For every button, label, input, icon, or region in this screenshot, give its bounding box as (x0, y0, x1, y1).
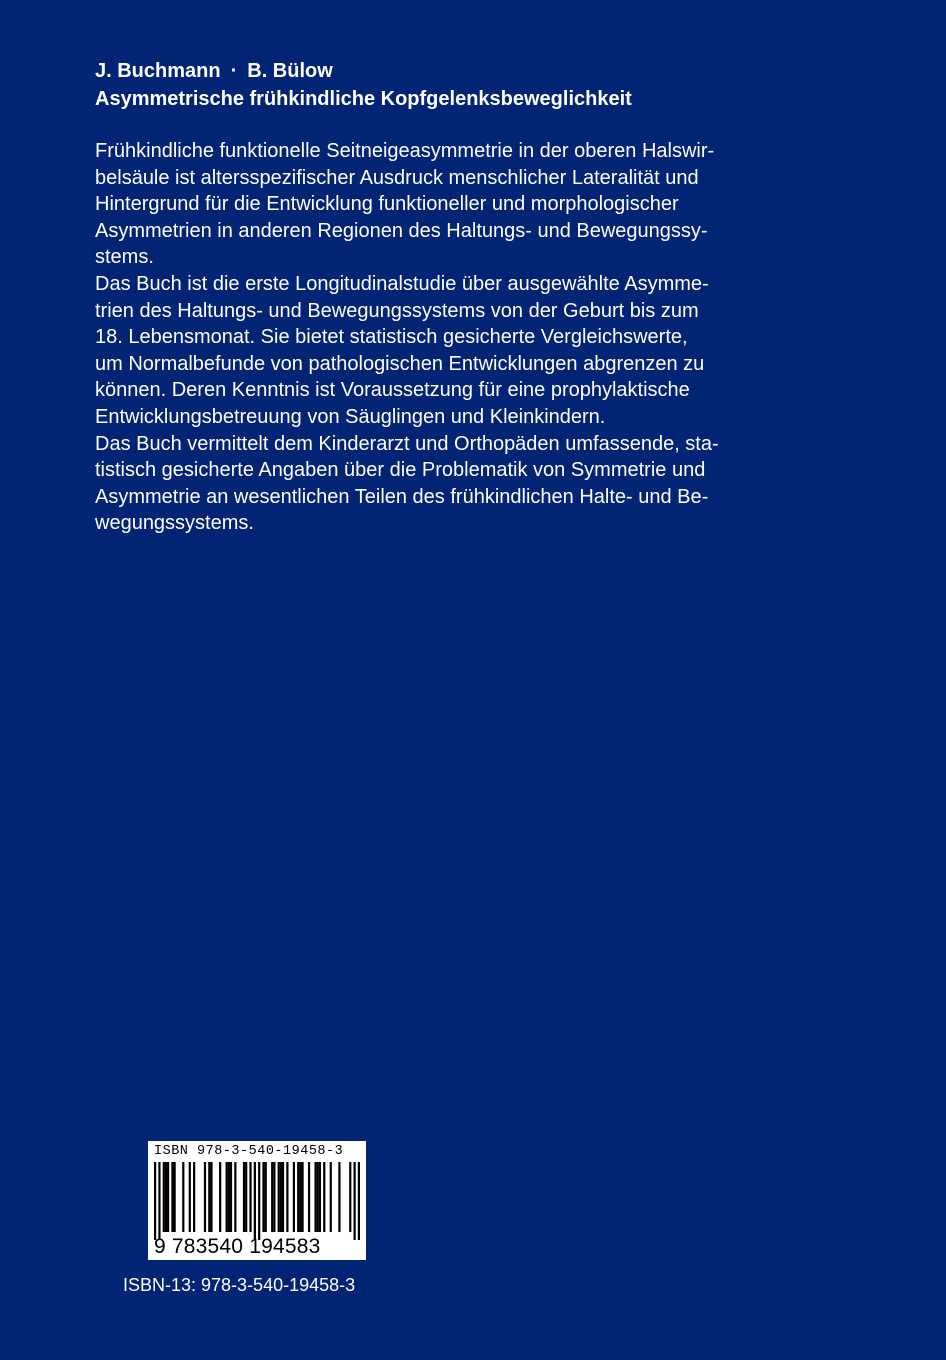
blurb-line: tistisch gesicherte Angaben über die Problematik von Symmetrie und (95, 459, 706, 482)
barcode-bar (323, 1162, 325, 1232)
isbn-13: ISBN-13: 978-3-540-19458-3 (123, 1275, 356, 1295)
barcode-bar (182, 1162, 184, 1232)
barcode-bar (154, 1162, 156, 1240)
barcode-bar (338, 1162, 340, 1232)
blurb-line: Asymmetrie an wesentlichen Teilen des frühkindlichen Halte- und Be- (95, 485, 709, 508)
barcode-bar (271, 1162, 273, 1232)
barcode-bar (234, 1162, 236, 1232)
blurb-line: Frühkindliche funktionelle Seitneigeasymmetrie in der oberen Halswir- (95, 140, 715, 162)
blurb-paragraph (95, 271, 775, 431)
barcode-bar (245, 1162, 247, 1232)
blurb-line: Asymmetrien in anderen Regionen des Haltungs- und Bewegungssy- (95, 219, 708, 242)
barcode-bar (319, 1162, 321, 1232)
blurb-line: Das Buch ist die erste Longitudinalstudie über ausgewählte Asymme- (95, 272, 709, 295)
barcode-bar (163, 1162, 165, 1232)
blurb-line: um Normalbefunde von pathologischen Entwicklungen abgrenzen zu (95, 352, 705, 375)
barcode-bar (282, 1162, 284, 1232)
barcode-bar (165, 1162, 167, 1232)
barcode-bar (158, 1162, 160, 1240)
barcode-bar (243, 1162, 245, 1232)
barcode-bar (258, 1162, 260, 1240)
barcode-bar (219, 1162, 221, 1232)
blurb-line: können. Deren Kenntnis ist Voraussetzung für eine prophylaktische (95, 379, 690, 402)
barcode-bar (314, 1162, 316, 1232)
barcode-bar (249, 1162, 251, 1232)
blurb-line: stems. (95, 246, 154, 269)
barcode-bar (286, 1162, 288, 1232)
barcode-bar (189, 1162, 191, 1232)
blurb-line: 18. Lebensmonat. Sie bietet statistisch gesicherte Vergleichswerte, (95, 326, 688, 349)
barcode-bar (171, 1162, 173, 1232)
barcode-bar (358, 1162, 360, 1240)
barcode-bar (297, 1162, 299, 1232)
barcode-bar (174, 1162, 176, 1232)
barcode-bar (280, 1162, 282, 1232)
barcode-bar (308, 1162, 310, 1232)
barcode-bar (317, 1162, 319, 1232)
barcode-bar (293, 1162, 295, 1232)
author-separator: · (230, 60, 238, 82)
barcode-bar (167, 1162, 169, 1232)
blurb-line: Hintergrund für die Entwicklung funktioneller und morphologischer (95, 193, 679, 216)
blurb-line: Das Buch vermittelt dem Kinderarzt und Orthopäden umfassende, sta- (95, 432, 719, 455)
barcode-bar (265, 1162, 267, 1232)
barcode-bar (226, 1162, 228, 1232)
barcode-bar (330, 1162, 332, 1232)
barcode-isbn-text: ISBN 978-3-540-19458-3 (154, 1144, 344, 1159)
blurb-paragraph (95, 431, 775, 537)
blurb-text (95, 138, 775, 537)
author-2: B. Bülow (247, 60, 333, 82)
barcode-bar (254, 1162, 256, 1240)
barcode-bar (228, 1162, 230, 1232)
barcode-bar (193, 1162, 195, 1232)
barcode-bar (299, 1162, 301, 1232)
barcode-bar (278, 1162, 280, 1232)
barcode-bar (349, 1162, 351, 1232)
barcode-bar (230, 1162, 232, 1232)
barcode-ean-digits: 9 783540 194583 (154, 1235, 321, 1258)
barcode-bar (208, 1162, 210, 1232)
blurb-line: trien des Haltungs- und Bewegungssystems von der Geburt bis zum (95, 299, 699, 322)
barcode-bar (353, 1162, 355, 1240)
authors (95, 57, 855, 85)
barcode-bar (204, 1162, 206, 1232)
author-1: J. Buchmann (95, 60, 221, 82)
blurb-line: belsäule ist altersspezifischer Ausdruck menschlicher Lateralität und (95, 166, 699, 189)
barcode-bar (273, 1162, 275, 1232)
book-title: Asymmetrische frühkindliche Kopfgelenksbeweglichkeit (95, 88, 632, 110)
barcode-label (148, 1141, 366, 1260)
barcode-bars (154, 1162, 360, 1240)
blurb-paragraph (95, 138, 775, 271)
cover-header (95, 57, 855, 113)
blurb-line: Entwicklungsbetreuung von Säuglingen und Kleinkindern. (95, 405, 606, 428)
barcode-bar (262, 1162, 264, 1232)
blurb-line: wegungssystems. (95, 512, 254, 535)
barcode-bar (210, 1162, 212, 1232)
barcode-bar (301, 1162, 303, 1232)
